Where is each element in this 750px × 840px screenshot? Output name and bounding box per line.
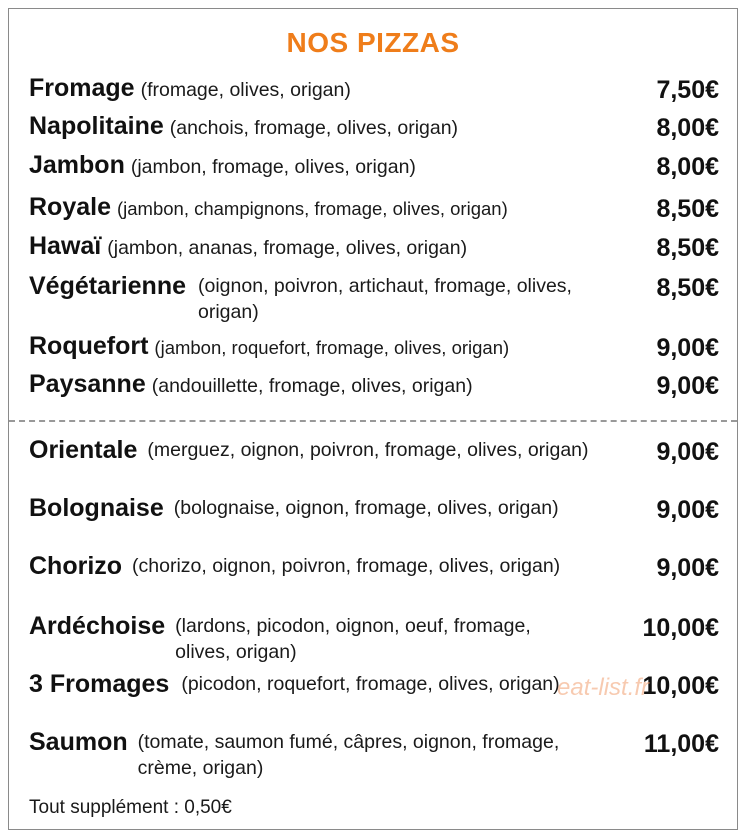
pizza-price: 8,50€ xyxy=(656,195,719,223)
pizza-ingredients: (bolognaise, oignon, fromage, olives, origan) xyxy=(173,497,559,519)
pizza-name: 3 Fromages xyxy=(29,670,170,698)
pizza-row-ardechoise xyxy=(9,613,737,671)
supplement-note: Tout supplément : 0,50€ xyxy=(29,797,232,818)
pizza-row-jambon xyxy=(9,152,737,194)
pizza-name: Ardéchoise xyxy=(29,612,166,640)
pizza-ingredients: (jambon, champignons, fromage, olives, origan) xyxy=(116,198,508,219)
pizza-name: Roquefort xyxy=(29,332,149,360)
pizza-price: 9,00€ xyxy=(656,496,719,524)
pizza-ingredients: (merguez, oignon, poivron, fromage, olives, origan) xyxy=(147,439,589,461)
pizza-price: 8,00€ xyxy=(656,153,719,181)
pizza-name: Végétarienne xyxy=(29,272,187,300)
pizza-list-classic xyxy=(9,75,737,409)
pizza-ingredients: (andouillette, fromage, olives, origan) xyxy=(151,375,473,397)
pizza-row-paysanne xyxy=(9,371,737,409)
pizza-price: 10,00€ xyxy=(642,672,719,700)
pizza-price: 8,50€ xyxy=(656,234,719,262)
pizza-price: 10,00€ xyxy=(642,614,719,642)
pizza-menu-card xyxy=(8,8,738,830)
pizza-row-hawai xyxy=(9,233,737,273)
pizza-row-fromage xyxy=(9,75,737,113)
pizza-name: Saumon xyxy=(29,728,128,756)
pizza-name: Hawaï xyxy=(29,232,102,260)
pizza-ingredients: (jambon, fromage, olives, origan) xyxy=(130,156,416,178)
pizza-row-napolitaine xyxy=(9,113,737,152)
pizza-row-vegetarienne xyxy=(9,273,737,333)
pizza-ingredients: (picodon, roquefort, fromage, olives, origan) xyxy=(181,673,560,695)
pizza-price: 9,00€ xyxy=(656,554,719,582)
pizza-row-saumon xyxy=(9,729,737,789)
pizza-price: 7,50€ xyxy=(656,76,719,104)
pizza-ingredients: (tomate, saumon fumé, câpres, oignon, fromage, crème, origan) xyxy=(137,731,560,779)
pizza-name: Fromage xyxy=(29,74,135,102)
pizza-ingredients: (jambon, roquefort, fromage, olives, origan) xyxy=(154,337,510,358)
pizza-price: 9,00€ xyxy=(656,438,719,466)
pizza-row-royale xyxy=(9,194,737,233)
pizza-price: 8,00€ xyxy=(656,114,719,142)
pizza-list-specialties xyxy=(9,437,737,789)
pizza-name: Royale xyxy=(29,193,111,221)
pizza-ingredients: (jambon, ananas, fromage, olives, origan) xyxy=(107,237,468,259)
pizza-ingredients: (chorizo, oignon, poivron, fromage, olives, origan) xyxy=(132,555,561,577)
pizza-row-bolognaise xyxy=(9,495,737,553)
pizza-row-3-fromages xyxy=(9,671,737,729)
pizza-ingredients: (lardons, picodon, oignon, oeuf, fromage, olives, origan) xyxy=(175,615,531,663)
section-divider xyxy=(9,420,737,422)
pizza-price: 9,00€ xyxy=(656,334,719,362)
pizza-ingredients: (anchois, fromage, olives, origan) xyxy=(169,117,459,139)
pizza-price: 11,00€ xyxy=(643,730,719,758)
menu-title: NOS PIZZAS xyxy=(286,27,460,58)
pizza-row-roquefort xyxy=(9,333,737,371)
pizza-ingredients: (fromage, olives, origan) xyxy=(140,79,351,101)
pizza-name: Paysanne xyxy=(29,370,146,398)
pizza-price: 8,50€ xyxy=(656,274,719,302)
pizza-name: Napolitaine xyxy=(29,112,164,140)
pizza-name: Chorizo xyxy=(29,552,123,580)
pizza-name: Jambon xyxy=(29,151,125,179)
pizza-ingredients: (oignon, poivron, artichaut, fromage, olives, origan) xyxy=(198,275,572,323)
pizza-name: Bolognaise xyxy=(29,494,164,522)
pizza-price: 9,00€ xyxy=(656,372,719,400)
pizza-name: Orientale xyxy=(29,436,138,464)
pizza-row-chorizo xyxy=(9,553,737,613)
pizza-row-orientale xyxy=(9,437,737,495)
watermark-text: eat-list.fr xyxy=(557,674,650,701)
